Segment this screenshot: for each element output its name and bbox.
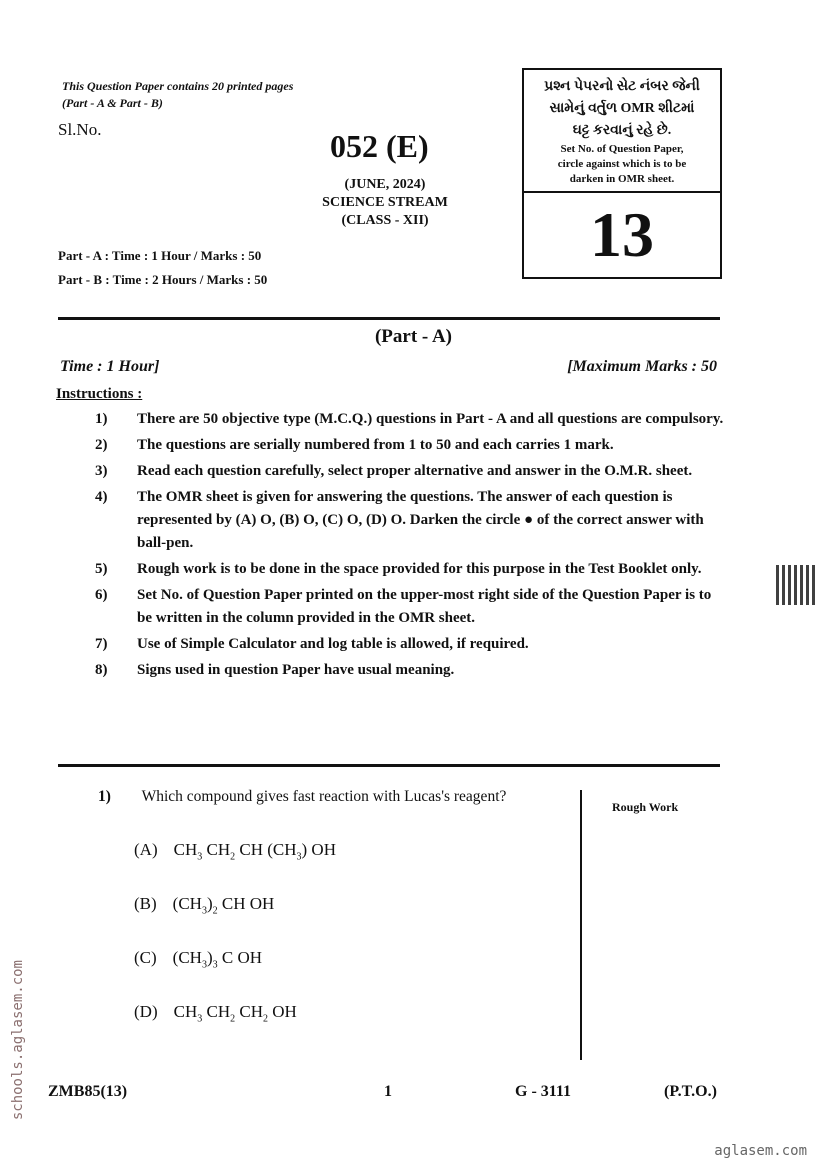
formula-text: CH OH <box>217 894 275 913</box>
formula-text: CH <box>202 1002 231 1021</box>
instruction-text: Read each question carefully, select proper alternative and answer in the O.M.R. sheet. <box>137 463 693 479</box>
parts-line: (Part - A & Part - B) <box>62 96 163 110</box>
instruction-item <box>95 633 725 656</box>
instruction-item <box>95 659 725 682</box>
formula-subscript: 2 <box>230 851 236 863</box>
question-number: 1) <box>98 788 111 805</box>
instruction-number: 1) <box>95 411 108 427</box>
time-label: Time : 1 Hour] <box>60 358 160 375</box>
instruction-text: Use of Simple Calculator and log table is allowed, if required. <box>137 636 529 652</box>
answer-option <box>134 948 262 970</box>
option-label: (D) <box>134 1002 158 1021</box>
gujarati-line: ઘટ્ટ કરવાનું રહે છે. <box>572 123 672 138</box>
formula-text: OH <box>267 1002 297 1021</box>
answer-option <box>134 1002 297 1024</box>
page-number: 1 <box>384 1083 392 1100</box>
instruction-number: 4) <box>95 489 108 505</box>
instructions-heading: Instructions : <box>56 386 143 402</box>
answer-option <box>134 840 336 862</box>
english-line: circle against which is to be <box>557 158 687 170</box>
formula-text: C OH <box>217 948 263 967</box>
rough-work-label: Rough Work <box>612 800 679 814</box>
instruction-number: 2) <box>95 437 108 453</box>
divider <box>58 317 720 320</box>
header-info <box>62 78 293 112</box>
formula-text: (CH <box>172 948 202 967</box>
option-label: (B) <box>134 894 157 913</box>
formula-subscript: 2 <box>212 905 218 917</box>
formula-text: CH <box>202 840 231 859</box>
instruction-item <box>95 486 725 555</box>
pages-line: This Question Paper contains 20 printed pages <box>62 79 294 93</box>
footer-code: ZMB85(13) <box>48 1083 128 1100</box>
instruction-text: Set No. of Question Paper printed on the upper-most right side of the Question Paper is to be written in the column provided in the OMR sheet. <box>137 587 712 626</box>
instruction-number: 5) <box>95 561 108 577</box>
instruction-text: Signs used in question Paper have usual meaning. <box>137 662 455 678</box>
chemical-formula <box>174 1002 297 1024</box>
session: (JUNE, 2024) <box>344 177 426 192</box>
part-title: (Part - A) <box>374 326 453 347</box>
part-timings <box>58 244 267 292</box>
formula-text: CH (CH <box>235 840 297 859</box>
formula-text: CH <box>173 1002 198 1021</box>
instruction-number: 7) <box>95 636 108 652</box>
formula-subscript: 2 <box>230 1013 236 1025</box>
formula-subscript: 3 <box>197 851 203 863</box>
class: (CLASS - XII) <box>341 213 429 228</box>
question-1 <box>98 788 506 806</box>
gujarati-line: પ્રશ્ન પેપરનો સેટ નંબર જેની <box>544 79 700 94</box>
instruction-item <box>95 558 725 581</box>
option-label: (A) <box>134 840 158 859</box>
instruction-number: 8) <box>95 662 108 678</box>
stream: SCIENCE STREAM <box>322 195 448 210</box>
answer-option <box>134 894 274 916</box>
instruction-item <box>95 584 725 630</box>
gujarati-line: સામેનું વર્તુળ OMR શીટમાં <box>549 101 695 116</box>
watermark-bottom: aglasem.com <box>714 1143 807 1159</box>
formula-text: (CH <box>172 894 202 913</box>
qr-code <box>776 565 816 605</box>
instruction-item <box>95 460 725 483</box>
part-a-timing: Part - A : Time : 1 Hour / Marks : 50 <box>58 248 262 263</box>
set-number: 13 <box>590 199 654 270</box>
option-label: (C) <box>134 948 157 967</box>
question-text: Which compound gives fast reaction with Lucas's reagent? <box>141 788 507 805</box>
part-b-timing: Part - B : Time : 2 Hours / Marks : 50 <box>58 272 268 287</box>
formula-text: ) <box>206 948 213 967</box>
instruction-text: Rough work is to be done in the space provided for this purpose in the Test Booklet only. <box>137 561 702 577</box>
instruction-text: There are 50 objective type (M.C.Q.) questions in Part - A and all questions are compulsory. <box>137 411 724 427</box>
instructions-list <box>95 408 725 685</box>
instruction-item <box>95 408 725 431</box>
english-line: Set No. of Question Paper, <box>560 143 684 155</box>
formula-subscript: 2 <box>262 1013 268 1025</box>
serial-number-label: Sl.No. <box>58 120 102 139</box>
paper-code: 052 (E) <box>330 128 429 164</box>
set-number-box <box>522 68 722 279</box>
divider <box>58 764 720 767</box>
formula-text: ) OH <box>301 840 336 859</box>
chemical-formula <box>174 840 336 862</box>
chemical-formula <box>173 894 275 916</box>
instruction-number: 6) <box>95 587 108 603</box>
instruction-number: 3) <box>95 463 108 479</box>
instruction-item <box>95 434 725 457</box>
instruction-text: The OMR sheet is given for answering the questions. The answer of each question is represented by (A) O, (B) O, (C) O, (D) O. Darken the circle ● of the correct answer with ball-pen. <box>137 489 704 551</box>
chemical-formula <box>173 948 262 970</box>
formula-subscript: 3 <box>201 905 207 917</box>
instruction-text: The questions are serially numbered from 1 to 50 and each carries 1 mark. <box>137 437 614 453</box>
formula-subscript: 3 <box>197 1013 203 1025</box>
rough-work-divider <box>580 790 582 1060</box>
pto-label: (P.T.O.) <box>664 1083 717 1100</box>
formula-subscript: 3 <box>201 959 207 971</box>
exam-info <box>300 176 470 230</box>
watermark-side: schools.aglasem.com <box>10 960 26 1121</box>
series-code: G - 3111 <box>515 1083 572 1100</box>
formula-subscript: 3 <box>296 851 302 863</box>
formula-subscript: 3 <box>212 959 218 971</box>
max-marks-label: [Maximum Marks : 50 <box>567 358 717 375</box>
formula-text: CH <box>235 1002 263 1021</box>
formula-text: CH <box>173 840 198 859</box>
formula-text: ) <box>206 894 213 913</box>
english-line: darken in OMR sheet. <box>569 173 675 185</box>
